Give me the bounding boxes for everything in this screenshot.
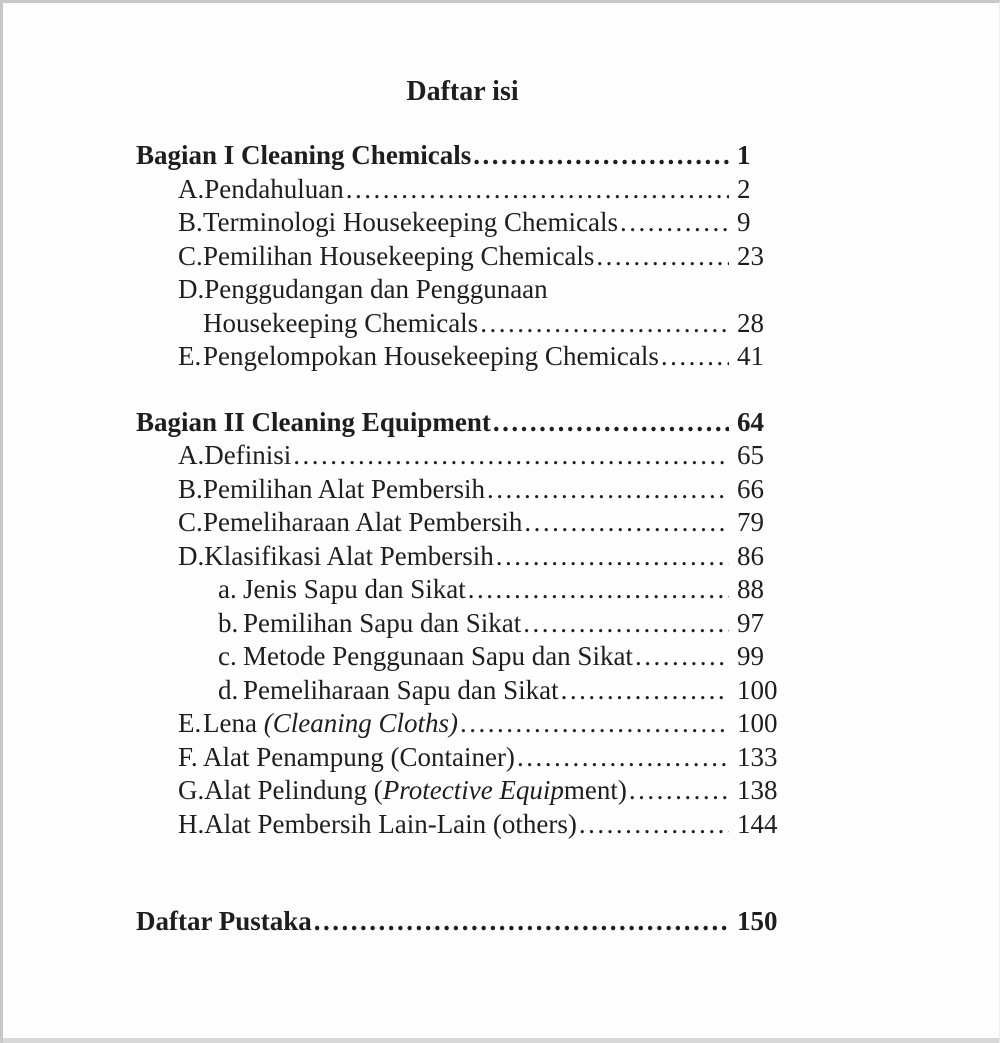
label-regular: Alat Pelindung ( [204, 775, 383, 805]
toc-entry-marker: B. [178, 473, 203, 504]
dot-leader [579, 808, 729, 842]
footer-label: Daftar Pustaka [136, 906, 312, 936]
toc-entry-marker: E. [178, 341, 202, 371]
toc-entry-label: Metode Penggunaan Sapu dan Sikat [243, 641, 633, 671]
dot-leader [346, 173, 729, 207]
toc-entry-label: Housekeeping Chemicals [203, 307, 479, 338]
toc-entry-marker: c. [218, 641, 237, 671]
toc-entry-marker: B. [178, 207, 203, 237]
toc-entry-label: Pemeliharaan Alat Pembersih [203, 507, 523, 537]
section-heading-label: Bagian I Cleaning Chemicals [136, 140, 472, 170]
toc-entry [136, 540, 789, 574]
dot-leader [480, 307, 729, 341]
toc-entry-label: Klasifikasi Alat Pembersih [204, 540, 494, 571]
toc-entry-page: 23 [737, 240, 764, 271]
toc-entry [136, 439, 789, 473]
dot-leader [517, 741, 729, 775]
toc-entry-marker: G. [178, 775, 205, 805]
dot-leader [314, 905, 729, 939]
toc-entry-marker: D. [178, 274, 205, 304]
toc-entry-page: 144 [737, 808, 778, 839]
toc-entry-label: Penggudangan dan Penggunaan [204, 274, 548, 304]
dot-leader [629, 774, 729, 808]
toc-entry-page: 2 [737, 173, 751, 204]
toc-entry-label: Alat Penampung (Container) [203, 741, 515, 772]
toc-entry-marker: A. [178, 440, 205, 470]
toc-entry-marker: F. [178, 741, 198, 772]
page-content [3, 3, 999, 939]
toc-entry-page: 133 [737, 741, 778, 772]
section-heading-label: Bagian II Cleaning Equipment [136, 406, 491, 437]
dot-leader [293, 439, 729, 473]
label-italic: (Cleaning Cloths) [263, 708, 458, 738]
toc-entry-label: Pemilihan Housekeeping Chemicals [203, 240, 595, 271]
toc-entry-label [204, 774, 627, 808]
toc-entry-label: Definisi [204, 440, 292, 470]
label-italic: Protective Equip [382, 775, 564, 805]
toc-entry-label: Jenis Sapu dan Sikat [243, 574, 466, 604]
toc-entry-label: Alat Pembersih Lain-Lain (others) [204, 808, 577, 839]
toc-entry [136, 741, 789, 775]
toc-entry-page: 66 [737, 473, 764, 504]
section-heading-page: 64 [737, 406, 764, 437]
dot-leader [620, 206, 729, 240]
toc-entry-marker: C. [178, 240, 203, 271]
toc-entry-marker: A. [178, 173, 205, 204]
toc-entry-label: Terminologi Housekeeping Chemicals [203, 207, 619, 237]
dot-leader [596, 240, 729, 274]
toc-entry [136, 173, 789, 207]
dot-leader [496, 540, 729, 574]
section-heading-page: 1 [737, 140, 751, 170]
toc-entry [136, 206, 789, 240]
toc-entry-label: Pemilihan Sapu dan Sikat [243, 607, 522, 638]
toc-footer-entry [136, 905, 789, 939]
dot-leader [524, 506, 729, 540]
toc-entry-marker: C. [178, 507, 203, 537]
toc-entry [136, 506, 789, 540]
toc-entry-page: 86 [737, 540, 764, 571]
label-regular: ment) [563, 775, 627, 805]
toc-entry-marker: E. [178, 708, 202, 738]
toc-entry-marker: a. [218, 574, 237, 604]
toc-entry [136, 340, 789, 374]
footer-page: 150 [737, 906, 778, 936]
dot-leader [487, 473, 729, 507]
toc-entry-label: Pemeliharaan Sapu dan Sikat [243, 674, 559, 705]
toc-entry-line1 [136, 273, 789, 307]
toc-entry-label: Pengelompokan Housekeeping Chemicals [203, 341, 659, 371]
dot-leader [493, 406, 729, 440]
dot-leader [468, 573, 729, 607]
toc-entry-page: 41 [737, 341, 764, 371]
toc-entry-page: 79 [737, 507, 764, 537]
toc-entry-page: 100 [737, 674, 778, 705]
toc-section-1 [136, 139, 789, 374]
toc-entry [136, 808, 789, 842]
page-title: Daftar isi [406, 76, 519, 107]
toc-entry-label: Pendahuluan [204, 173, 344, 204]
dot-leader [561, 674, 729, 708]
toc-subentry [136, 607, 789, 641]
toc-entry-line2 [136, 307, 789, 341]
toc-entry-label [203, 707, 458, 741]
toc-entry [136, 774, 789, 808]
toc-entry-marker: d. [218, 674, 239, 705]
dot-leader [473, 139, 729, 173]
toc-entry-marker: D. [178, 540, 205, 571]
toc-entry-marker: b. [218, 607, 239, 638]
dot-leader [523, 607, 729, 641]
toc-entry-page: 9 [737, 207, 751, 237]
toc-entry-page: 99 [737, 641, 764, 671]
dot-leader [661, 340, 729, 374]
toc-section-heading [136, 406, 789, 440]
toc-subentry [136, 640, 789, 674]
dot-leader [460, 707, 729, 741]
dot-leader [635, 640, 729, 674]
toc-entry-page: 65 [737, 440, 764, 470]
toc-subentry [136, 674, 789, 708]
toc-entry-page: 97 [737, 607, 764, 638]
toc-section-heading [136, 139, 789, 173]
toc-entry-page: 88 [737, 574, 764, 604]
toc-subentry [136, 573, 789, 607]
toc-entry [136, 473, 789, 507]
toc-entry-page: 28 [737, 307, 764, 338]
toc-entry-page: 100 [737, 708, 778, 738]
toc-section-2 [136, 406, 789, 842]
toc-entry [136, 707, 789, 741]
toc-entry-page: 138 [737, 775, 778, 805]
toc-entry-marker: H. [178, 808, 205, 839]
page-bottom-edge [3, 1038, 999, 1043]
toc-entry [136, 240, 789, 274]
toc-entry-label: Pemilihan Alat Pembersih [203, 473, 485, 504]
label-regular: Lena [203, 708, 264, 738]
